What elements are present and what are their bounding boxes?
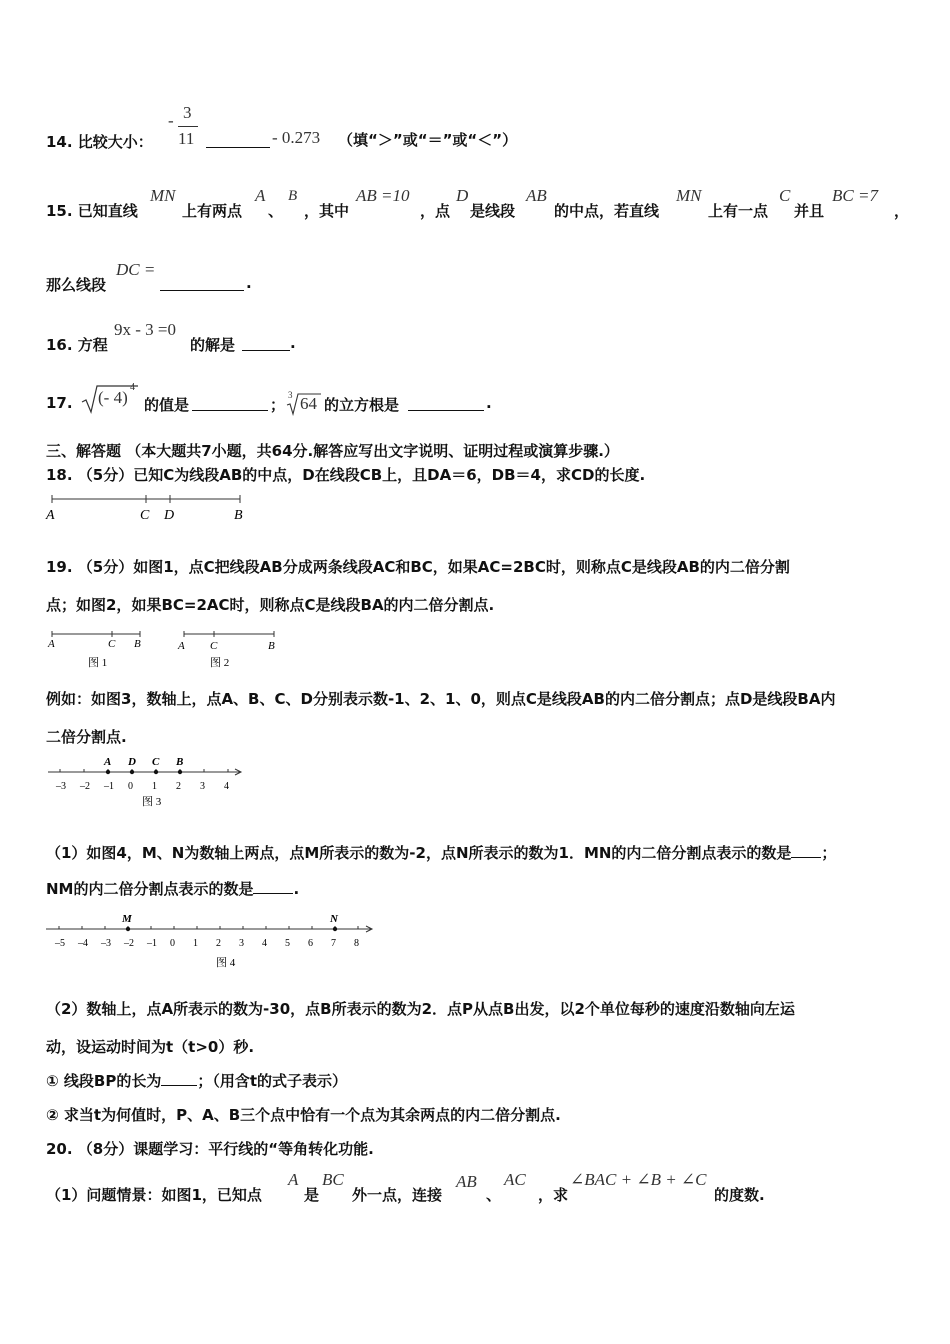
q16-text-1: 16. 方程 xyxy=(46,336,108,354)
q17-answer-blank-1[interactable] xyxy=(192,396,268,411)
fig4-point-m xyxy=(126,927,130,931)
fig4-tick-label: –1 xyxy=(147,938,157,949)
q19-blank-1[interactable] xyxy=(791,845,821,858)
fig4-label-n: N xyxy=(330,913,338,925)
fraction-bar xyxy=(178,126,198,127)
fig3-tick-label: 3 xyxy=(200,781,205,792)
q17-end: . xyxy=(486,394,492,412)
q20-sep: 、 xyxy=(486,1186,502,1204)
fig1-caption: 图 1 xyxy=(88,657,108,669)
q15-c: C xyxy=(779,186,791,205)
fig3-point-b xyxy=(178,770,182,774)
q19-blank-2[interactable] xyxy=(253,881,293,894)
q19-figure-4 xyxy=(44,908,374,972)
q16-equation xyxy=(114,320,176,340)
q17-text-3: 的立方根是 xyxy=(324,396,400,414)
q19-p1a-end: ； xyxy=(821,844,837,862)
fig3-tick-label: 0 xyxy=(128,781,133,792)
fig1-label-b: B xyxy=(134,638,141,650)
q14-denominator: 11 xyxy=(178,129,195,148)
q19-part1-line-1 xyxy=(46,842,836,863)
fig3-tick-label: –1 xyxy=(104,781,114,792)
q20-angles: ∠BAC + ∠B + ∠C xyxy=(570,1170,707,1189)
q19-part2-sub-2: ② 求当t为何值时，P、A、B三个点中恰有一个点为其余两点的内二倍分割点. xyxy=(46,1106,561,1124)
fig2-label-b: B xyxy=(268,640,275,652)
q19-figure-2 xyxy=(176,628,286,672)
fig4-tick-label: 2 xyxy=(216,938,221,949)
q15-ab: AB xyxy=(526,186,547,205)
question-15 xyxy=(46,186,916,226)
fig3-label-c: C xyxy=(152,756,160,768)
question-19-line-2: 点；如图2，如果BC=2AC时，则称点C是线段BA的内二倍分割点. xyxy=(46,596,495,614)
q17-cube: 64 xyxy=(300,394,317,413)
q14-answer-blank[interactable] xyxy=(206,133,270,148)
q15-text-8: 并且 xyxy=(794,202,825,220)
q17-text-2: 的值是 xyxy=(144,396,190,414)
q15-text-4: ，点 xyxy=(420,202,451,220)
question-15-cont xyxy=(46,260,346,300)
q15-end: . xyxy=(246,274,252,292)
fig2-label-c: C xyxy=(210,640,218,652)
q19-p1b-end: . xyxy=(293,880,300,898)
q19-figure-1 xyxy=(46,628,156,672)
q18-figure xyxy=(44,490,254,524)
q20-text-1: （1）问题情景：如图1，已知点 xyxy=(46,1186,262,1204)
q16-eq-text: 9x - 3 =0 xyxy=(114,320,176,339)
q19-p1b-text: NM的内二倍分割点表示的数是 xyxy=(46,880,254,898)
q15-text-3: ，其中 xyxy=(304,202,350,220)
q15-ab-10: AB =10 xyxy=(356,186,410,205)
q19-p2c1-text: ① 线段BP的长为 xyxy=(46,1072,162,1090)
fig4-tick-label: 8 xyxy=(354,938,359,949)
q15-mn: MN xyxy=(150,186,176,205)
q19-example-line-2: 二倍分割点. xyxy=(46,728,127,746)
q17-text-1: 17. xyxy=(46,394,73,412)
q19-figure-3 xyxy=(46,754,256,810)
fig4-tick-label: –4 xyxy=(78,938,88,949)
q15-a: A xyxy=(255,186,266,205)
q15-d: D xyxy=(456,186,469,205)
q15-b: B xyxy=(288,188,298,204)
fig2-caption: 图 2 xyxy=(210,657,230,669)
q19-part2-line-2: 动，设运动时间为t（t>0）秒. xyxy=(46,1038,255,1056)
q17-exponent: 4 xyxy=(130,382,135,393)
q20-a: A xyxy=(288,1170,299,1189)
q18-label-c: C xyxy=(140,508,150,523)
q18-label-a: A xyxy=(46,508,55,523)
q16-answer-blank[interactable] xyxy=(242,336,290,351)
q14-value: - 0.273 xyxy=(272,128,321,147)
q15-text-6: 的中点，若直线 xyxy=(554,202,660,220)
q17-sep: ； xyxy=(270,396,286,414)
fig3-tick-label: –2 xyxy=(80,781,90,792)
q20-ab: AB xyxy=(456,1172,477,1191)
fig3-label-d: D xyxy=(128,756,136,768)
q15-line-2: 那么线段 xyxy=(46,276,107,294)
q18-label-b: B xyxy=(234,508,243,523)
q19-p1a-text: （1）如图4，M、N为数轴上两点，点M所表示的数为-2，点N所表示的数为1．MN的内二倍分割点表示的数是 xyxy=(46,844,792,862)
q14-numerator: 3 xyxy=(183,103,192,122)
q15-answer-blank[interactable] xyxy=(160,276,244,291)
q20-text-3: 外一点，连接 xyxy=(352,1186,443,1204)
fig3-tick-label: 4 xyxy=(224,781,229,792)
question-20-part-1 xyxy=(46,1168,846,1208)
fig2-label-a: A xyxy=(178,640,185,652)
fig3-point-d xyxy=(130,770,134,774)
q14-prefix: 14. 比较大小： xyxy=(46,133,153,151)
q19-blank-3[interactable] xyxy=(161,1073,197,1086)
fig3-label-b: B xyxy=(176,756,184,768)
fig4-tick-label: 5 xyxy=(285,938,290,949)
q16-end: . xyxy=(290,334,296,352)
fig4-tick-label: 7 xyxy=(331,938,336,949)
q20-bc: BC xyxy=(322,1170,344,1189)
fig3-label-a: A xyxy=(104,756,112,768)
question-20: 20. （8分）课题学习：平行线的“等角转化功能. xyxy=(46,1140,374,1158)
q19-p2c1-end: ；（用含t的式子表示） xyxy=(197,1072,348,1090)
q20-text-2: 是 xyxy=(304,1186,320,1204)
q18-label-d: D xyxy=(164,508,175,523)
q20-text-5: 的度数. xyxy=(714,1186,765,1204)
fig3-tick-label: 2 xyxy=(176,781,181,792)
fig1-label-a: A xyxy=(48,638,55,650)
fig4-tick-label: 0 xyxy=(170,938,175,949)
q19-part2-line-1: （2）数轴上，点A所表示的数为-30，点B所表示的数为2．点P从点B出发，以2个单位每秒的速度沿数轴向左运 xyxy=(46,1000,795,1018)
fig4-tick-label: –2 xyxy=(124,938,134,949)
q15-sep: 、 xyxy=(268,202,284,220)
q19-part1-line-2 xyxy=(46,878,299,899)
q19-part2-sub-1 xyxy=(46,1070,347,1091)
fig4-tick-label: 4 xyxy=(262,938,267,949)
question-19-line-1: 19. （5分）如图1，点C把线段AB分成两条线段AC和BC，如果AC=2BC时，则称点C是线段AB的内二倍分割 xyxy=(46,558,790,576)
q17-answer-blank-2[interactable] xyxy=(408,396,484,411)
fig3-point-c xyxy=(154,770,158,774)
q15-text-7: 上有一点 xyxy=(708,202,769,220)
fig3-tick-label: 1 xyxy=(152,781,157,792)
q20-text-4: ，求 xyxy=(538,1186,569,1204)
fig4-tick-label: 1 xyxy=(193,938,198,949)
q20-ac: AC xyxy=(504,1170,526,1189)
q16-text-2: 的解是 xyxy=(190,336,236,354)
fig4-tick-label: –3 xyxy=(101,938,111,949)
q17-root-index: 3 xyxy=(288,390,293,400)
fig4-tick-label: –5 xyxy=(55,938,65,949)
question-16 xyxy=(46,320,346,360)
fig1-label-c: C xyxy=(108,638,116,650)
fig4-tick-label: 3 xyxy=(239,938,244,949)
q15-bc-7: BC =7 xyxy=(832,186,878,205)
q19-example-line-1: 例如：如图3，数轴上，点A、B、C、D分别表示数-1、2、1、0，则点C是线段AB的内二倍分割点；点D是线段BA内 xyxy=(46,690,836,708)
fig4-label-m: M xyxy=(122,913,132,925)
q15-text-2: 上有两点 xyxy=(182,202,243,220)
section-heading: 三、解答题 （本大题共7小题，共64分.解答应写出文字说明、证明过程或演算步骤.） xyxy=(46,442,619,460)
q15-text-5: 是线段 xyxy=(470,202,516,220)
fig3-point-a xyxy=(106,770,110,774)
q14-suffix: （填“＞”或“＝”或“＜”） xyxy=(338,131,518,149)
fig3-caption: 图 3 xyxy=(142,796,162,808)
q15-text-1: 15. 已知直线 xyxy=(46,202,138,220)
q15-text-9: ， xyxy=(894,202,910,220)
question-17 xyxy=(46,380,566,420)
fig4-tick-label: 6 xyxy=(308,938,313,949)
question-18: 18. （5分）已知C为线段AB的中点，D在线段CB上，且DA＝6，DB＝4，求CD的长度. xyxy=(46,466,646,484)
fig3-tick-label: –3 xyxy=(56,781,66,792)
q15-mn-2: MN xyxy=(676,186,702,205)
q15-dc: DC = xyxy=(116,260,156,279)
q17-radicand: (- 4) xyxy=(98,388,128,407)
fig4-caption: 图 4 xyxy=(216,957,236,969)
fig4-point-n xyxy=(333,927,337,931)
q14-neg: - xyxy=(168,111,174,130)
